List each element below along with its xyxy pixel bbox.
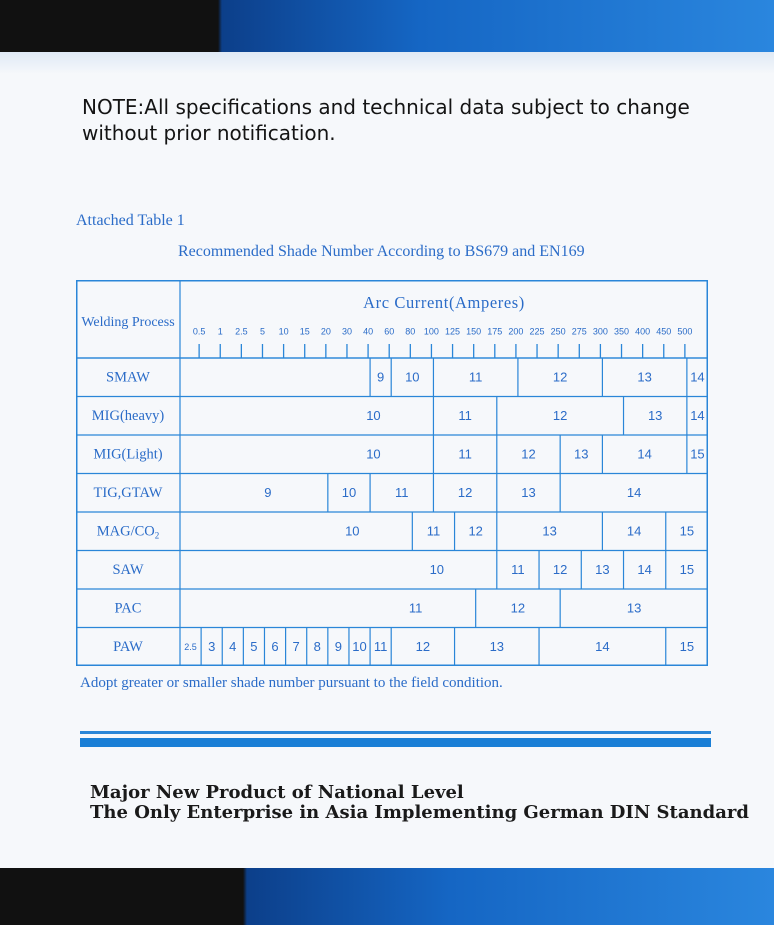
tick-label: 1: [217, 326, 223, 337]
shade-number: 11: [468, 369, 483, 385]
process-label: SMAW: [106, 369, 150, 386]
tick-label: 400: [635, 326, 651, 337]
shade-number: 10: [341, 485, 357, 501]
shade-number: 11: [373, 639, 388, 655]
shade-number: 11: [458, 446, 472, 462]
table-title: Recommended Shade Number According to BS679 and EN169: [178, 243, 585, 260]
shade-number: 13: [574, 446, 589, 462]
shade-number: 15: [679, 562, 695, 578]
tick-label: 225: [529, 326, 545, 337]
welding-process-header: Welding Process: [81, 315, 175, 331]
shade-number: 12: [552, 562, 568, 578]
tick-label: 150: [466, 326, 482, 337]
shade-number: 11: [511, 562, 525, 578]
tick-label: 40: [363, 326, 374, 337]
tick-label: 20: [320, 326, 331, 337]
shade-number: 11: [426, 523, 441, 539]
divider-thin: [80, 731, 711, 734]
shade-number: 4: [229, 639, 237, 655]
process-label: MIG(Light): [93, 446, 163, 463]
tick-label: 450: [656, 326, 672, 337]
tick-label: 275: [571, 326, 587, 337]
shade-number: 2.5: [184, 642, 197, 653]
shade-number: 11: [408, 600, 423, 616]
footnote: Adopt greater or smaller shade number pursuant to the field condition.: [80, 675, 503, 691]
shade-number: 11: [395, 485, 409, 501]
tick-label: 125: [445, 326, 461, 337]
shade-number: 10: [352, 639, 367, 655]
shade-number: 6: [271, 639, 279, 655]
shade-number: 9: [377, 369, 385, 385]
shade-number: 13: [595, 562, 610, 578]
process-label: PAW: [113, 639, 143, 656]
shade-number: 14: [690, 369, 705, 385]
shade-number: 12: [510, 600, 526, 616]
shade-number: 12: [457, 485, 473, 501]
note-text: NOTE:All specifications and technical data subject to change without prior notification.: [82, 95, 690, 145]
shade-number: 10: [366, 408, 381, 424]
tick-label: 100: [423, 326, 439, 337]
divider-thick: [80, 738, 711, 747]
shade-number: 5: [250, 639, 258, 655]
tick-label: 30: [341, 326, 352, 337]
shade-number: 10: [429, 562, 445, 578]
shade-number: 12: [552, 408, 568, 424]
shade-number: 12: [468, 523, 483, 539]
shade-number: 13: [489, 639, 505, 655]
shade-number: 14: [637, 562, 652, 578]
process-label: PAC: [114, 600, 142, 617]
tick-label: 60: [384, 326, 395, 337]
shade-number: 15: [679, 523, 695, 539]
shade-number: 15: [679, 639, 695, 655]
shade-number: 14: [595, 639, 610, 655]
tick-label: 80: [405, 326, 416, 337]
slogan-national-level: Major New Product of National Level: [90, 782, 464, 803]
shade-number: 12: [415, 639, 431, 655]
process-label: TIG,GTAW: [93, 485, 163, 502]
shade-number: 13: [521, 485, 536, 501]
shade-number: 15: [690, 446, 705, 462]
shade-number: 10: [366, 446, 381, 462]
shade-number: 7: [292, 639, 300, 655]
shade-number: 9: [334, 639, 343, 655]
tick-label: 15: [299, 326, 310, 337]
table-caption: Attached Table 1: [76, 212, 185, 229]
shade-number: 13: [647, 408, 663, 424]
tick-label: 250: [550, 326, 566, 337]
tick-label: 5: [259, 326, 265, 337]
bottom-banner: [0, 868, 774, 925]
tick-label: 10: [278, 326, 289, 337]
top-banner: [0, 0, 774, 52]
tick-label: 0.5: [192, 326, 206, 337]
shade-number: 8: [313, 639, 321, 655]
shade-number-table: [76, 280, 708, 666]
slogan-din-standard: The Only Enterprise in Asia Implementing German DIN Standard: [90, 802, 749, 823]
tick-label: 2.5: [235, 326, 248, 337]
tick-label: 175: [487, 326, 503, 337]
shade-number: 13: [542, 523, 557, 539]
tick-label: 500: [677, 326, 693, 337]
shade-number: 11: [458, 408, 472, 424]
process-label-subscript: 2: [154, 530, 160, 541]
tick-label: 350: [614, 326, 630, 337]
arc-current-header: Arc Current(Amperes): [363, 292, 525, 312]
process-label: SAW: [112, 562, 144, 579]
shade-number: 10: [345, 523, 360, 539]
shade-number: 14: [626, 523, 642, 539]
tick-label: 200: [508, 326, 524, 337]
shade-number: 14: [690, 408, 705, 424]
shade-number: 12: [521, 446, 536, 462]
shade-number: 12: [552, 369, 568, 385]
process-label: MIG(heavy): [91, 408, 165, 425]
tick-label: 300: [592, 326, 608, 337]
process-label: MAG/$CO_2$: [96, 523, 160, 541]
shade-number: 14: [637, 446, 652, 462]
shade-number: 14: [626, 485, 642, 501]
shade-number: 3: [208, 639, 216, 655]
top-banner-fade: [0, 52, 774, 74]
shade-number: 13: [637, 369, 652, 385]
shade-number: 9: [264, 485, 272, 501]
shade-number: 10: [405, 369, 420, 385]
shade-number: 13: [626, 600, 642, 616]
